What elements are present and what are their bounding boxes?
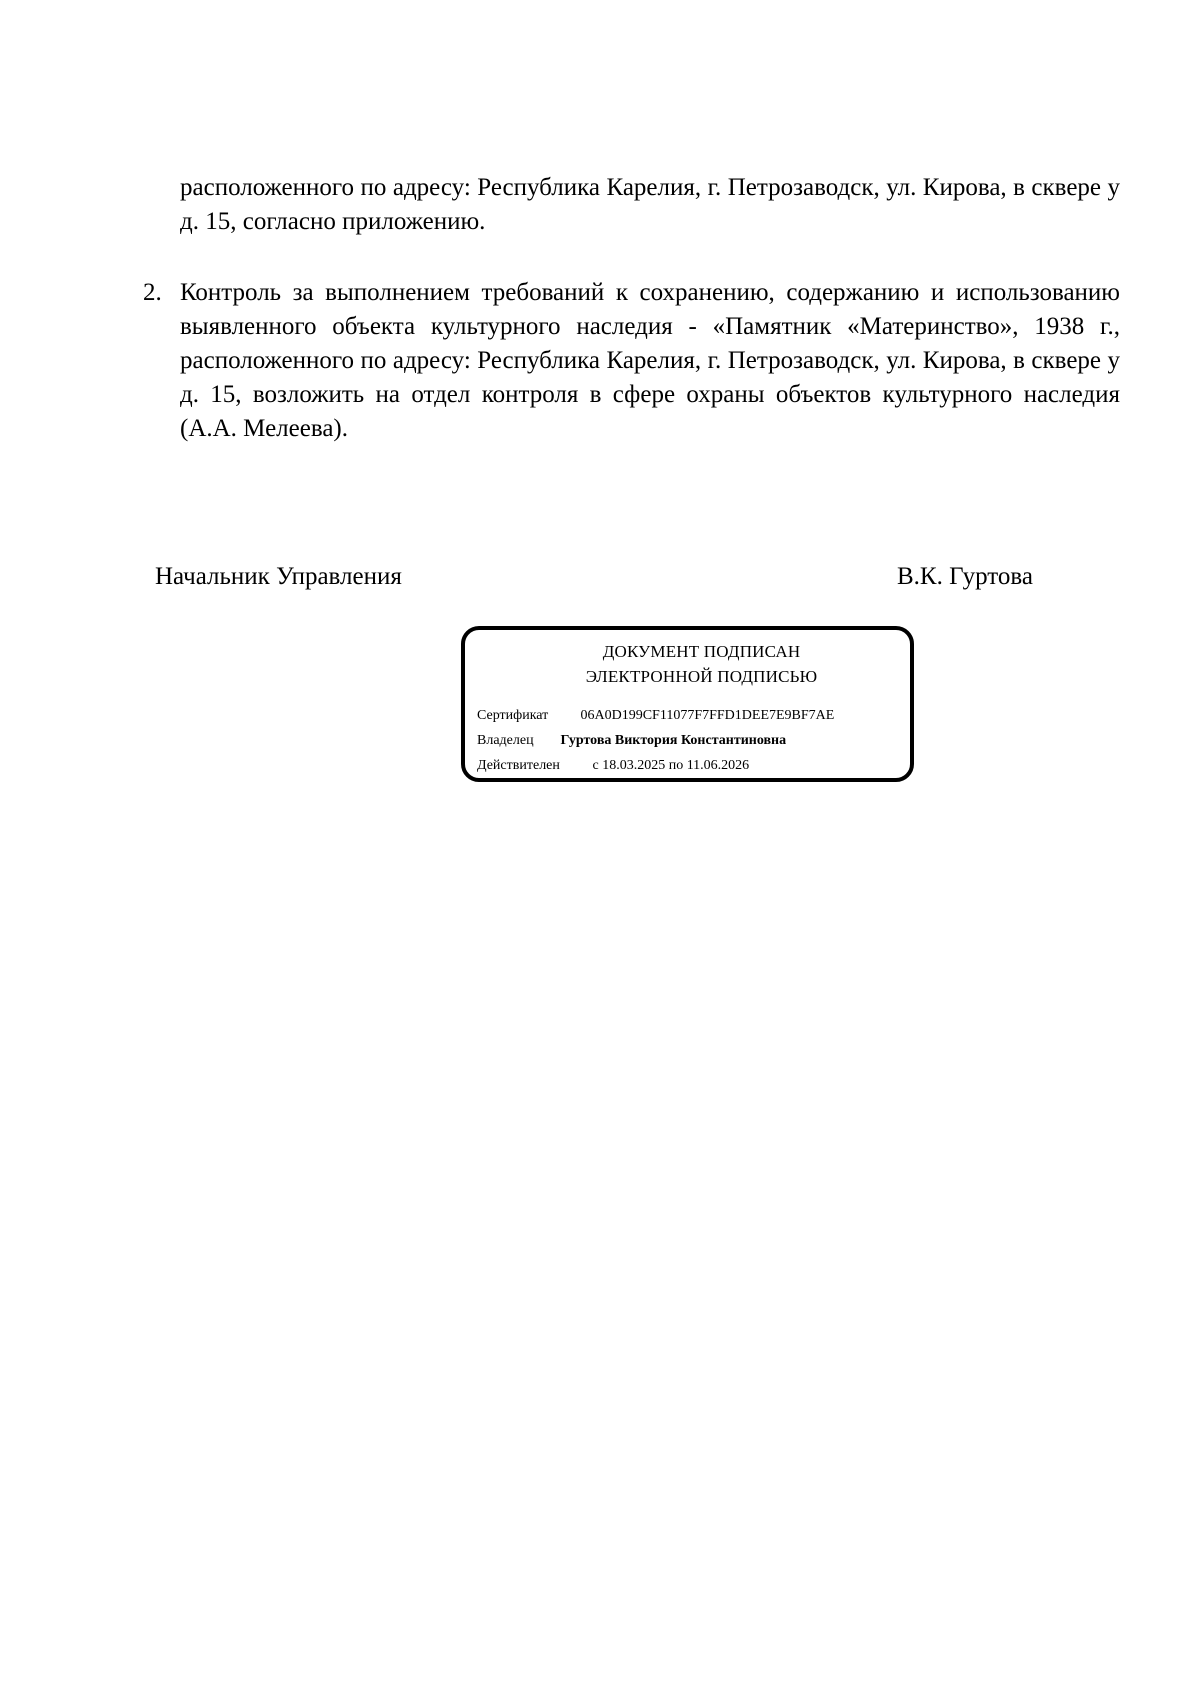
list-item-number: 2. [143, 279, 162, 306]
stamp-owner-label: Владелец [477, 733, 534, 748]
stamp-validity-value: с 18.03.2025 по 11.06.2026 [592, 758, 750, 773]
stamp-title-line2: ЭЛЕКТРОННОЙ ПОДПИСЬЮ [585, 667, 818, 686]
stamp-certificate-row [477, 706, 834, 726]
list-item-text: Контроль за выполнением требований к сохранению, содержанию и использованию выявленного объекта культурного наследия - «Памятник «Материнство», 1938 г., расположенного по адресу: Республика Карелия, г. Петрозаводск, ул. Кирова, в сквере у д. 15, возложить на отдел контроля в сфере охраны объектов культурного наследия (А.А. Мелеева). [180, 279, 1120, 442]
stamp-validity-row [477, 756, 749, 776]
signatory-position: Начальник Управления [155, 563, 402, 590]
signatory-name: В.К. Гуртова [897, 563, 1033, 590]
stamp-owner-value: Гуртова Виктория Константиновна [560, 733, 787, 748]
paragraph-continuation: расположенного по адресу: Республика Карелия, г. Петрозаводск, ул. Кирова, в сквере у д. 15, согласно приложению. [180, 174, 1120, 235]
stamp-title-line1: ДОКУМЕНТ ПОДПИСАН [602, 642, 801, 661]
stamp-certificate-label: Сертификат [477, 708, 549, 723]
electronic-signature-stamp [461, 626, 914, 782]
stamp-owner-row [477, 731, 786, 751]
stamp-certificate-value: 06A0D199CF11077F7FFD1DEE7E9BF7AE [580, 708, 835, 723]
stamp-validity-label: Действителен [477, 758, 560, 773]
